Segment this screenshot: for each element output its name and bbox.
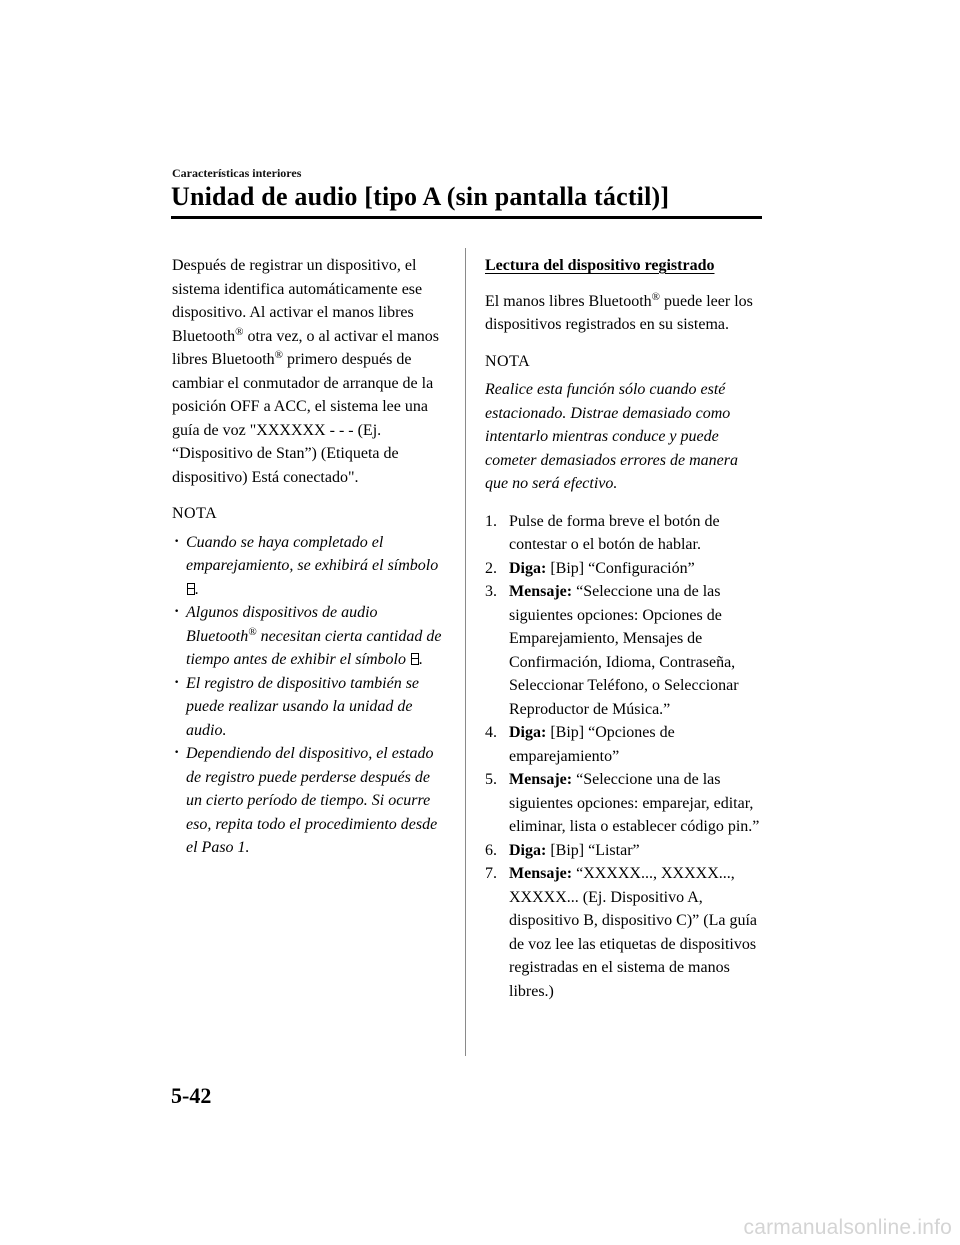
intro-paragraph: El manos libres Bluetooth® puede leer los dispositivos registrados en su sistema. [485, 290, 753, 333]
list-item [485, 557, 763, 581]
note-list [172, 531, 447, 860]
step-number: 5. [485, 771, 497, 788]
step-number: 3. [485, 583, 497, 600]
step-text: [Bip] “Opciones de emparejamiento” [509, 724, 675, 765]
page-number: 5-42 [171, 1083, 212, 1108]
step-number: 7. [485, 865, 497, 882]
column-divider [465, 248, 466, 1056]
section-label: Características interiores [172, 166, 302, 180]
step-text: Pulse de forma breve el botón de contestar o el botón de hablar. [509, 512, 720, 553]
list-item [485, 839, 763, 863]
registered-mark: ® [248, 625, 257, 638]
bluetooth-symbol-icon [411, 653, 419, 665]
registered-mark: ® [274, 349, 284, 361]
list-item: · Dependiendo del dispositivo, el estado de registro puede perderse después de un cierto período de tiempo. Si ocurre eso, repita todo el procedimiento desde el Paso 1. [172, 742, 447, 860]
step-text: “Seleccione una de las siguientes opciones: emparejar, editar, eliminar, lista o establecer código pin.” [509, 771, 760, 835]
step-number: 2. [485, 559, 497, 577]
step-label: Mensaje: [509, 865, 573, 882]
step-label: Mensaje: [509, 583, 573, 600]
list-item: · Algunos dispositivos de audio Bluetooth® necesitan cierta cantidad de tiempo antes de exhibir el símbolo . [172, 601, 447, 672]
step-label: Mensaje: [509, 771, 573, 788]
left-column [172, 254, 447, 860]
right-column [485, 254, 763, 1003]
step-text: “XXXXX..., XXXXX..., XXXXX... (Ej. Dispositivo A, dispositivo B, dispositivo C)” (La guía de voz lee las etiquetas de dispositivos registradas en el sistema de manos libres.) [509, 865, 757, 1000]
note-label: NOTA [485, 352, 531, 370]
list-item [485, 862, 763, 1003]
intro-paragraph: Después de registrar un dispositivo, el sistema identifica automáticamente ese dispositivo. Al activar el manos libres Bluetooth® otra vez, o al activar el manos libres Bluetooth® primero después de cambiar el conmutador de arranque de la posición OFF a ACC, el sistema lee una guía de voz "XXXXXX - - - (Ej. “Dispositivo de Stan”) (Etiqueta de dispositivo) Está conectado". [172, 257, 439, 486]
step-number: 1. [485, 512, 497, 530]
step-label: Diga: [509, 841, 547, 859]
title-rule [171, 216, 762, 219]
note-label: NOTA [172, 505, 218, 522]
step-list [485, 510, 763, 1004]
bluetooth-symbol-icon [187, 583, 195, 595]
note-text: Realice esta función sólo cuando esté estacionado. Distrae demasiado como intentarlo mientras conduce y puede cometer demasiados errores de manera que no será efectivo. [485, 381, 738, 492]
list-item: · Cuando se haya completado el emparejamiento, se exhibirá el símbolo . [172, 531, 447, 602]
page-title: Unidad de audio [tipo A (sin pantalla táctil)] [171, 182, 670, 211]
list-item [485, 721, 763, 768]
step-number: 4. [485, 724, 497, 741]
step-number: 6. [485, 841, 497, 859]
step-label: Diga: [509, 559, 547, 577]
subheading: Lectura del dispositivo registrado [485, 257, 715, 274]
watermark: carmanualsonline.info [743, 1216, 952, 1239]
step-label: Diga: [509, 724, 547, 741]
list-item [485, 510, 763, 557]
list-item [485, 580, 763, 721]
list-item [485, 768, 763, 839]
step-text: “Seleccione una de las siguientes opciones: Opciones de Emparejamiento, Mensajes de Confirmación, Idioma, Contraseña, Seleccionar Teléfono, o Seleccionar Reproductor de Música.” [509, 583, 739, 718]
registered-mark: ® [235, 325, 244, 338]
step-text: [Bip] “Listar” [546, 841, 640, 859]
list-item: · El registro de dispositivo también se puede realizar usando la unidad de audio. [172, 672, 447, 743]
step-text: [Bip] “Configuración” [546, 559, 695, 577]
registered-mark: ® [651, 290, 661, 303]
